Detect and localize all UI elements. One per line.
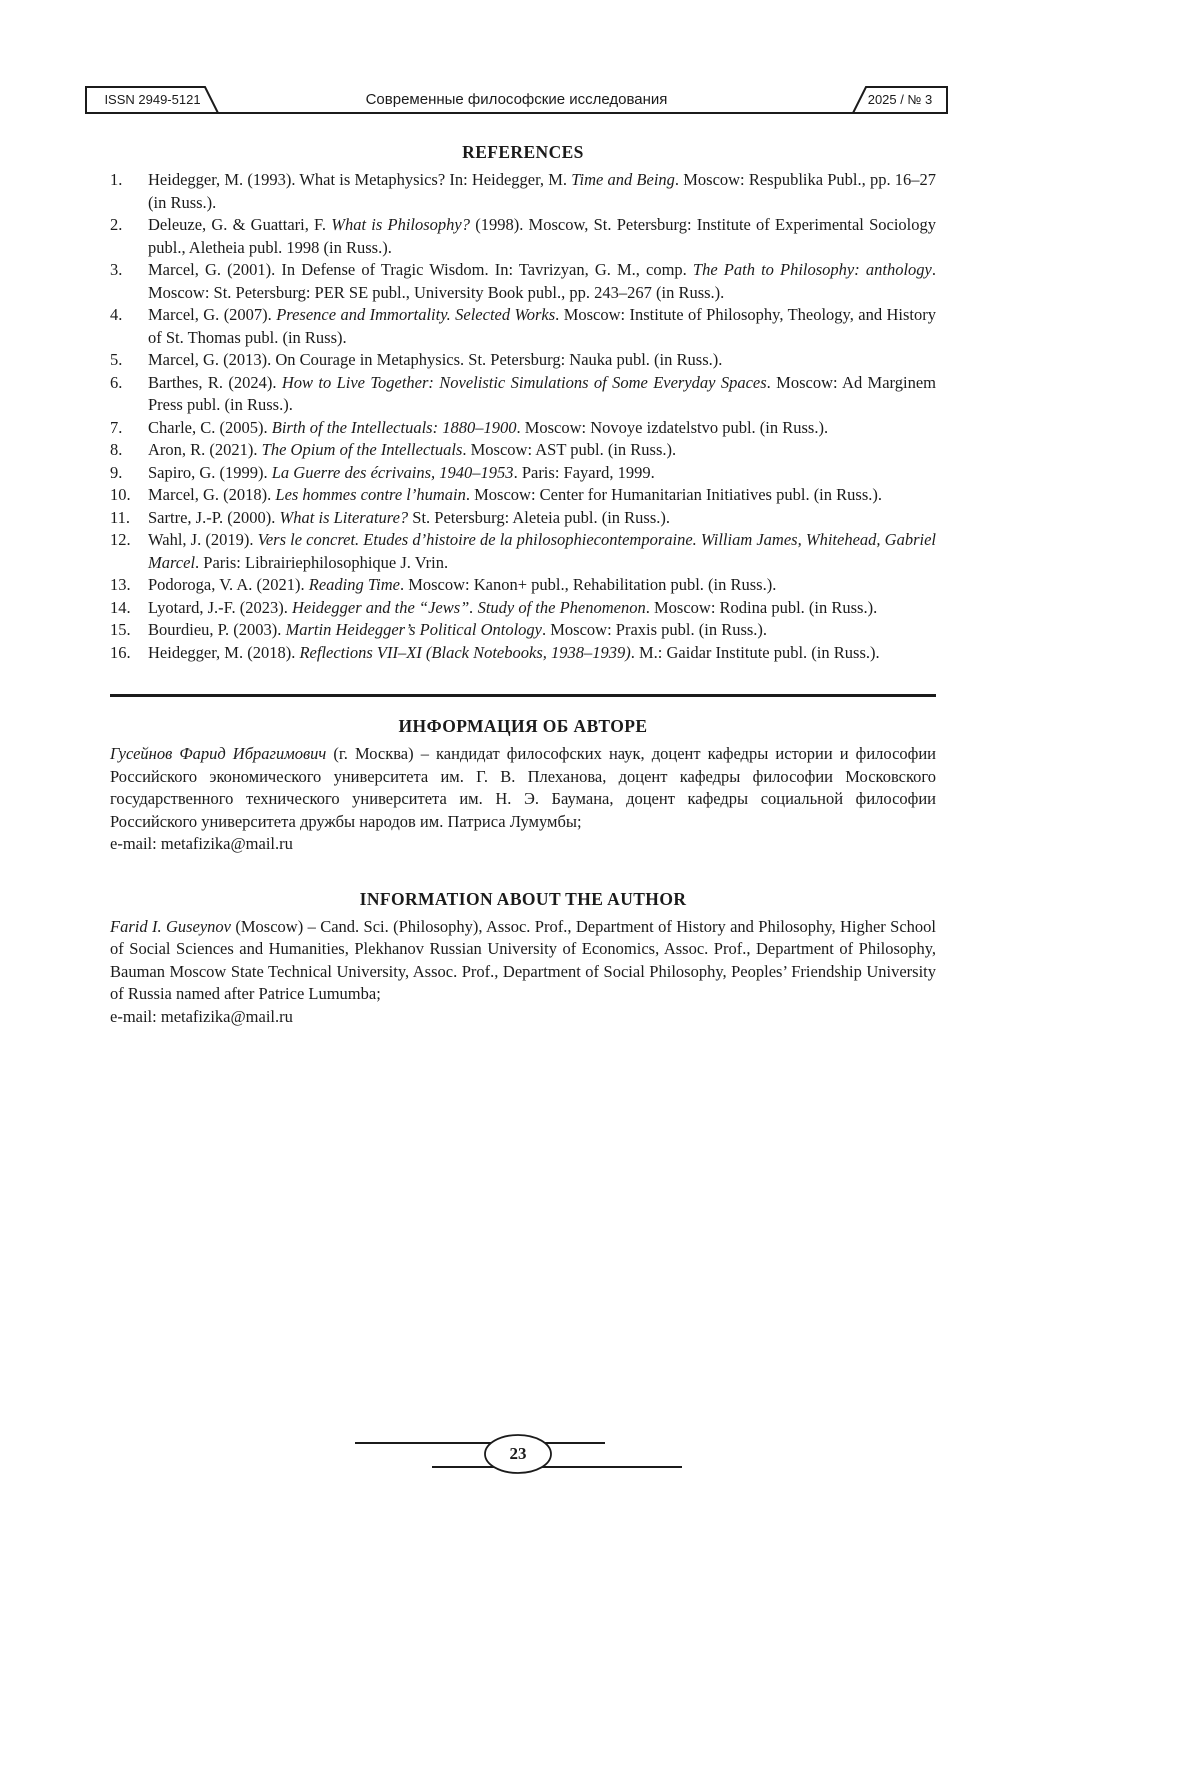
text-run: . Moscow: Kanon+ publ., Rehabilitation publ. (in Russ.). — [399, 575, 777, 594]
reference-item — [110, 642, 936, 665]
reference-item — [110, 439, 936, 462]
reference-text — [148, 642, 936, 665]
text-run: Sartre, J.-P. (2000). — [148, 507, 280, 527]
reference-number: 1. — [110, 170, 123, 189]
text-run: Bourdieu, P. (2003). — [148, 620, 286, 639]
reference-item — [110, 214, 936, 259]
italic-text-run: Les hommes contre l’humain — [275, 485, 466, 504]
text-run: . Moscow: St. Petersburg: PER SE publ., University Book publ., pp. 243–267 (in Russ.). — [148, 260, 936, 302]
text-run: Deleuze, G. & Guattari, F. — [148, 215, 332, 234]
reference-item — [110, 349, 936, 372]
italic-text-run: Heidegger and the “Jews”. Study of the Phenomenon — [291, 597, 646, 617]
section-divider — [110, 694, 936, 697]
reference-text — [148, 169, 936, 214]
italic-text-run: Presence and Immortality. Selected Works — [276, 305, 556, 324]
reference-text — [148, 574, 936, 597]
reference-text — [148, 439, 936, 462]
text-run: . Moscow: Respublika Publ., pp. 16–27 (in Russ.). — [148, 170, 937, 212]
text-run: Marcel, G. (2001). In Defense of Tragic Wisdom. In: Tavrizyan, G. M., comp. — [148, 260, 693, 279]
reference-number: 2. — [110, 215, 123, 234]
text-run: . Moscow: Center for Humanitarian Initiatives publ. (in Russ.). — [465, 485, 882, 504]
author-info-en-title: INFORMATION ABOUT THE AUTHOR — [359, 888, 687, 909]
author-info-ru-title: ИНФОРМАЦИЯ ОБ АВТОРЕ — [398, 716, 648, 736]
text-run: . Moscow: Novoye izdatelstvo publ. (in Russ.). — [516, 417, 829, 437]
italic-text-run: Martin Heidegger’s Political Ontology — [285, 620, 542, 639]
reference-item — [110, 529, 936, 574]
reference-text — [148, 349, 936, 372]
reference-number: 13. — [110, 575, 131, 594]
reference-item — [110, 417, 936, 440]
text-run: (Moscow) – Cand. Sci. (Philosophy), Assoc. Prof., Department of History and Philosophy, Higher School of Social Sciences and Humanities, Plekhanov Russian University of Economics, Assoc. Prof., Department of Philosophy, Bauman Moscow State Technical University, Assoc. Prof., Department of Social Philosophy, Peoples’ Friendship University of Russia named after Patrice Lumumba; — [110, 916, 937, 1003]
footer-rule-upper — [355, 1442, 605, 1444]
reference-text — [148, 507, 936, 530]
text-run: . Moscow: Praxis publ. (in Russ.). — [541, 620, 768, 639]
reference-number: 16. — [110, 642, 131, 662]
issn-label: ISSN 2949-5121 — [104, 91, 201, 107]
text-run: Podoroga, V. A. (2021). — [148, 575, 309, 594]
text-run: . Moscow: Ad Marginem Press publ. (in Russ.). — [148, 372, 936, 414]
text-run: . Paris: Librairiephilosophique J. Vrin. — [195, 552, 449, 572]
text-run: Marcel, G. (2007). — [148, 305, 277, 324]
reference-text — [148, 214, 936, 259]
page-footer — [0, 1432, 1200, 1492]
text-run: . Moscow: Institute of Philosophy, Theology, and History of St. Thomas publ. (in Russ). — [148, 305, 936, 347]
italic-text-run: Reflections VII–XI (Black Notebooks, 1938–1939) — [299, 642, 631, 662]
issue-tab — [852, 86, 948, 114]
italic-text-run: Birth of the Intellectuals: 1880–1900 — [271, 417, 517, 437]
reference-number: 4. — [110, 305, 123, 324]
footer-rule-lower — [432, 1466, 682, 1468]
text-run: Marcel, G. (2018). — [148, 485, 276, 504]
reference-item — [110, 484, 936, 507]
italic-text-run: Time and Being — [571, 170, 675, 189]
text-run: . M.: Gaidar Institute publ. (in Russ.). — [630, 642, 880, 662]
reference-item — [110, 619, 936, 642]
italic-text-run: Vers le concret. Etudes d’histoire de la philosophiecontemporaine. William James, Whitehead, Gabriel Marcel — [148, 530, 936, 572]
italic-text-run: What is Literature? — [279, 507, 409, 527]
italic-text-run: The Opium of the Intellectuals — [261, 440, 463, 459]
reference-item — [110, 304, 936, 349]
text-run: St. Petersburg: Aleteia publ. (in Russ.). — [408, 507, 671, 527]
italic-text-run: How to Live Together: Novelistic Simulations of Some Everyday Spaces — [281, 372, 767, 392]
text-run: Heidegger, M. (2018). — [148, 642, 300, 662]
reference-text — [148, 462, 936, 485]
text-run: . Paris: Fayard, 1999. — [513, 462, 655, 482]
reference-text — [148, 484, 936, 507]
reference-text — [148, 304, 936, 349]
text-run: Wahl, J. (2019). — [148, 530, 258, 549]
reference-item — [110, 574, 936, 597]
italic-text-run: Гусейнов Фарид Ибрагимович — [110, 744, 327, 763]
reference-number: 12. — [110, 530, 131, 549]
page-content — [110, 140, 936, 1028]
reference-item — [110, 597, 936, 620]
reference-text — [148, 597, 936, 620]
reference-text — [148, 619, 936, 642]
reference-number: 14. — [110, 597, 131, 617]
italic-text-run: The Path to Philosophy: anthology — [692, 260, 932, 279]
italic-text-run: La Guerre des écrivains, 1940–1953 — [271, 462, 514, 482]
text-run: Charle, C. (2005). — [148, 417, 272, 437]
text-run: Marcel, G. (2013). On Courage in Metaphysics. St. Petersburg: Nauka publ. (in Russ.). — [148, 350, 723, 369]
section-gap — [110, 856, 936, 887]
text-run: Sapiro, G. (1999). — [148, 462, 272, 482]
page-number: 23 — [509, 1444, 527, 1463]
reference-item — [110, 507, 936, 530]
reference-text — [148, 372, 936, 417]
reference-number: 11. — [110, 507, 131, 527]
reference-text — [148, 259, 936, 304]
italic-text-run: What is Philosophy? — [331, 215, 470, 234]
text-run: Heidegger, M. (1993). What is Metaphysics? In: Heidegger, M. — [148, 170, 572, 189]
journal-title: Современные философские исследования — [365, 91, 668, 108]
reference-number: 3. — [110, 260, 123, 279]
italic-text-run: Farid I. Guseynov — [110, 916, 232, 936]
reference-number: 7. — [110, 417, 123, 437]
reference-item — [110, 259, 936, 304]
reference-item — [110, 372, 936, 417]
text-run: (г. Москва) – кандидат философских наук, доцент кафедры истории и философии Российского экономического университета им. Г. В. Плеханова, доцент кафедры философии Московского государственного технического университета им. Н. Э. Баумана, доцент кафедры социальной философии Российского университета дружбы народов им. Патриса Лумумбы; — [110, 744, 936, 831]
text-run: Aron, R. (2021). — [148, 440, 262, 459]
reference-text — [148, 529, 936, 574]
author-email-en: e-mail: metafizika@mail.ru — [110, 1006, 293, 1026]
references-title: REFERENCES — [462, 142, 584, 162]
issue-label: 2025 / № 3 — [867, 91, 933, 107]
reference-item — [110, 169, 936, 214]
reference-number: 6. — [110, 372, 123, 392]
author-info-en-text — [110, 916, 936, 1006]
reference-text — [148, 417, 936, 440]
reference-number: 9. — [110, 462, 123, 482]
reference-number: 10. — [110, 485, 131, 504]
text-run: . Moscow: AST publ. (in Russ.). — [462, 440, 677, 459]
references-list — [110, 169, 936, 664]
reference-number: 15. — [110, 620, 131, 639]
author-email-ru: e-mail: metafizika@mail.ru — [110, 834, 293, 853]
text-run: . Moscow: Rodina publ. (in Russ.). — [645, 597, 878, 617]
reference-item — [110, 462, 936, 485]
text-run: Barthes, R. (2024). — [148, 372, 282, 392]
author-info-ru-text — [110, 743, 936, 833]
text-run: (1998). Moscow, St. Petersburg: Institute of Experimental Sociology publ., Aletheia publ. 1998 (in Russ.). — [148, 215, 937, 257]
italic-text-run: Reading Time — [308, 575, 400, 594]
reference-number: 8. — [110, 440, 123, 459]
text-run: Lyotard, J.-F. (2023). — [148, 597, 292, 617]
reference-number: 5. — [110, 350, 123, 369]
